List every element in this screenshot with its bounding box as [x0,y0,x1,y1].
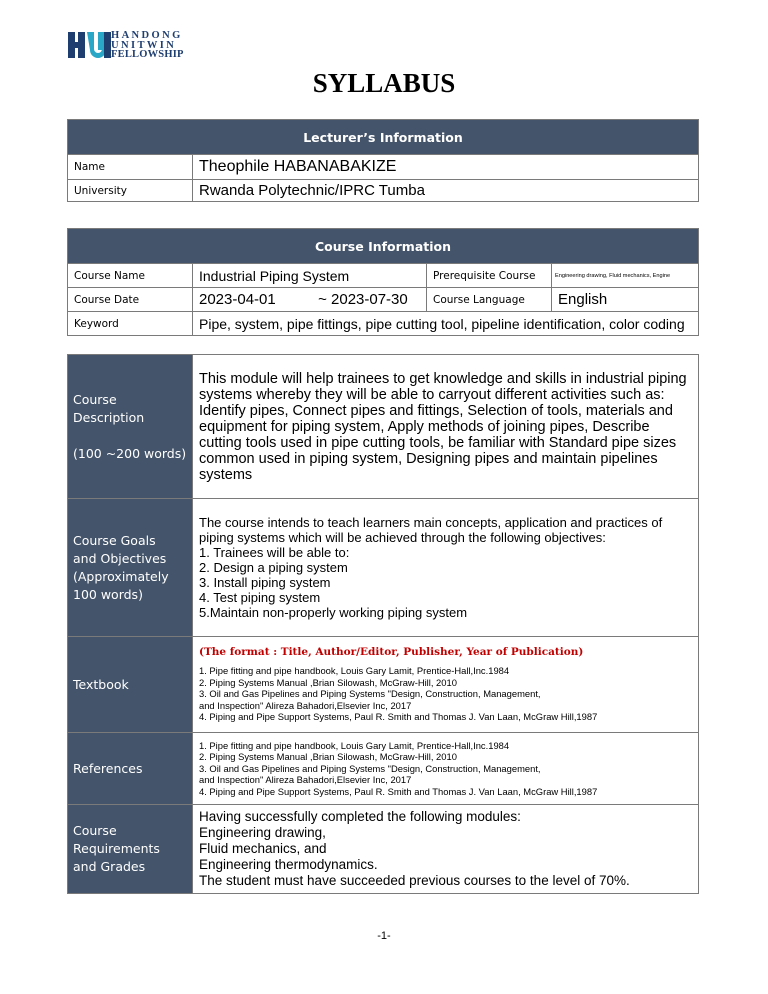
course-info-table [67,228,699,336]
name-value: Theophile HABANABAKIZE [193,155,699,180]
keyword-value: Pipe, system, pipe fittings, pipe cutting tool, pipeline identification, color coding [193,312,699,336]
textbook-label: Textbook [68,637,193,733]
course-name-value: Industrial Piping System [193,264,427,288]
university-label: University [68,180,193,202]
keyword-label: Keyword [68,312,193,336]
course-language-label: Course Language [427,288,552,312]
requirements-label: Course Requirements and Grades [68,805,193,894]
textbook-list: 1. Pipe fitting and pipe handbook, Louis Gary Lamit, Prentice-Hall,Inc.1984 2. Piping Systems Manual ,Brian Silowash, McGraw-Hill, 2010 3. Oil and Gas Pipelines and Piping Systems "Design, Construction, Management, and Inspection" Alireza Bahadori,Elsevier Inc, 2017 4. Piping and Pipe Support Systems, Paul R. Smith and Thomas J. Van Laan, McGraw Hill,1987 [199,665,598,722]
lecturer-info-table [67,119,699,202]
course-date-label: Course Date [68,288,193,312]
textbook-format-note: (The format : Title, Author/Editor, Publisher, Year of Publication) [199,645,584,658]
page-number: -1- [377,930,391,942]
course-info-heading: Course Information [68,229,699,264]
prerequisite-value: Engineering drawing, Fluid mechanics, Engine [552,264,699,288]
name-label: Name [68,155,193,180]
page-title: SYLLABUS [312,68,456,98]
references-label: References [68,733,193,805]
course-date-start: 2023-04-01 [199,291,276,308]
lecturer-info-heading: Lecturer’s Information [68,120,699,155]
description-label: Course Description (100 ~200 words) [68,355,193,499]
course-details-table [67,354,699,894]
textbook-cell [193,637,699,733]
prerequisite-label: Prerequisite Course [427,264,552,288]
goals-text: The course intends to teach learners main concepts, application and practices of piping systems which will be achieved through the following objectives: 1. Trainees will be able to: 2. Design a piping system 3. Install piping system 4. Test piping system 5.Maintain non-properly working piping system [193,499,699,637]
course-date-end: ~ 2023-07-30 [318,291,408,308]
references-list: 1. Pipe fitting and pipe handbook, Louis Gary Lamit, Prentice-Hall,Inc.1984 2. Piping Systems Manual ,Brian Silowash, McGraw-Hill, 2010 3. Oil and Gas Pipelines and Piping Systems "Design, Construction, Management, and Inspection" Alireza Bahadori,Elsevier Inc, 2017 4. Piping and Pipe Support Systems, Paul R. Smith and Thomas J. Van Laan, McGraw Hill,1987 [193,733,699,805]
goals-label: Course Goals and Objectives (Approximately 100 words) [68,499,193,637]
course-date-value [193,288,427,312]
requirements-text: Having successfully completed the following modules: Engineering drawing, Fluid mechanics, and Engineering thermodynamics. The student must have succeeded previous courses to the level of 70%. [193,805,699,894]
university-value: Rwanda Polytechnic/IPRC Tumba [193,180,699,202]
course-name-label: Course Name [68,264,193,288]
description-text: This module will help trainees to get knowledge and skills in industrial piping systems whereby they will be able to carryout different activities such as: Identify pipes, Connect pipes and fittings, Selection of tools, materials and equipment for piping system, Apply methods of joining pipes, Describe cutting tools used in pipe cutting tools, be familiar with Standard pipe sizes common used in piping system, Designing pipes and maintain pipelines systems [193,355,699,499]
logo-wordmark: HANDONG UNITWIN FELLOWSHIP [111,30,184,61]
course-language-value: English [552,288,699,312]
